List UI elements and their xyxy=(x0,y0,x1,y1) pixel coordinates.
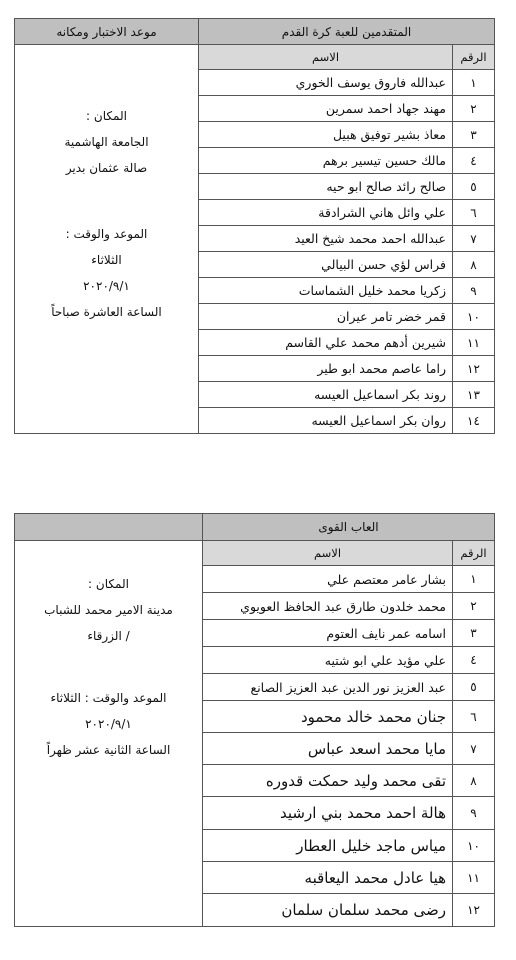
row-number: ٧ xyxy=(453,226,495,252)
applicant-name: اسامه عمر نايف العتوم xyxy=(203,620,453,647)
place-line-1: الجامعة الهاشمية xyxy=(64,135,149,149)
place-label: المكان : xyxy=(88,577,129,591)
row-number: ٥ xyxy=(453,174,495,200)
row-number: ١١ xyxy=(453,330,495,356)
row-number: ٨ xyxy=(453,252,495,278)
applicant-name: مايا محمد اسعد عباس xyxy=(203,733,453,765)
applicant-name: فراس لؤي حسن البيالي xyxy=(199,252,453,278)
schedule-header: موعد الاختبار ومكانه xyxy=(15,19,199,45)
row-number: ٤ xyxy=(453,647,495,674)
applicant-name: معاذ بشير توفيق هبيل xyxy=(199,122,453,148)
row-number: ١٤ xyxy=(453,408,495,434)
applicant-name: جنان محمد خالد محمود xyxy=(203,701,453,733)
applicant-name: تقى محمد وليد حمكت قدوره xyxy=(203,765,453,797)
row-number: ١٠ xyxy=(453,830,495,862)
number-column-header: الرقم xyxy=(453,45,495,70)
applicant-name: صالح رائد صالح ابو حيه xyxy=(199,174,453,200)
applicant-name: قمر خضر تامر عيران xyxy=(199,304,453,330)
row-number: ٧ xyxy=(453,733,495,765)
row-number: ٦ xyxy=(453,701,495,733)
row-number: ١ xyxy=(453,566,495,593)
row-number: ١١ xyxy=(453,862,495,894)
schedule-info xyxy=(15,45,199,434)
test-date: ٢٠٢٠/٩/١ xyxy=(83,279,130,293)
schedule-header xyxy=(15,514,203,541)
test-hour: الساعة الثانية عشر ظهراً xyxy=(46,743,171,757)
football-applicants-table xyxy=(14,18,495,434)
time-label: الموعد والوقت : xyxy=(65,227,148,241)
applicant-name: عبدالله احمد محمد شيخ العيد xyxy=(199,226,453,252)
applicant-name: عبد العزيز نور الدين عبد العزيز الصانع xyxy=(203,674,453,701)
table-title: المتقدمين للعبة كرة القدم xyxy=(199,19,495,45)
applicant-name: مياس ماجد خليل العطار xyxy=(203,830,453,862)
row-number: ١٢ xyxy=(453,894,495,927)
name-column-header: الاسم xyxy=(199,45,453,70)
applicant-name: شيرين أدهم محمد علي القاسم xyxy=(199,330,453,356)
applicant-name: بشار عامر معتصم علي xyxy=(203,566,453,593)
row-number: ٨ xyxy=(453,765,495,797)
place-line-1: مدينة الامير محمد للشباب xyxy=(44,603,173,617)
applicant-name: علي وائل هاني الشرادقة xyxy=(199,200,453,226)
row-number: ٤ xyxy=(453,148,495,174)
row-number: ٣ xyxy=(453,620,495,647)
row-number: ٣ xyxy=(453,122,495,148)
applicant-name: راما عاصم محمد ابو طير xyxy=(199,356,453,382)
place-label: المكان : xyxy=(86,109,127,123)
test-date: ٢٠٢٠/٩/١ xyxy=(85,717,132,731)
applicant-name: مالك حسين تيسير برهم xyxy=(199,148,453,174)
place-line-2: / الزرقاء xyxy=(87,629,130,643)
applicant-name: هالة احمد محمد بني ارشيد xyxy=(203,797,453,830)
place-line-2: صالة عثمان بدير xyxy=(65,161,148,175)
row-number: ٩ xyxy=(453,278,495,304)
applicant-name: علي مؤيد علي ابو شتيه xyxy=(203,647,453,674)
row-number: ٦ xyxy=(453,200,495,226)
row-number: ١٠ xyxy=(453,304,495,330)
applicant-name: زكريا محمد خليل الشماسات xyxy=(199,278,453,304)
number-column-header: الرقم xyxy=(453,541,495,566)
applicant-name: هيا عادل محمد اليعاقبه xyxy=(203,862,453,894)
athletics-table xyxy=(14,513,495,927)
row-number: ١٣ xyxy=(453,382,495,408)
applicant-name: روند بكر اسماعيل العيسه xyxy=(199,382,453,408)
test-hour: الساعة العاشرة صباحاً xyxy=(51,305,162,319)
applicant-name: رضى محمد سلمان سلمان xyxy=(203,894,453,927)
row-number: ١ xyxy=(453,70,495,96)
applicant-name: عبدالله فاروق يوسف الخوري xyxy=(199,70,453,96)
row-number: ١٢ xyxy=(453,356,495,382)
applicant-name: روان بكر اسماعيل العيسه xyxy=(199,408,453,434)
table-title: العاب القوى xyxy=(203,514,495,541)
row-number: ٩ xyxy=(453,797,495,830)
name-column-header: الاسم xyxy=(203,541,453,566)
row-number: ٢ xyxy=(453,593,495,620)
schedule-info xyxy=(15,541,203,927)
applicant-name: مهند جهاد احمد سمرين xyxy=(199,96,453,122)
time-label: الموعد والوقت : الثلاثاء xyxy=(50,691,167,705)
applicant-name: محمد خلدون طارق عبد الحافظ العويوي xyxy=(203,593,453,620)
row-number: ٢ xyxy=(453,96,495,122)
row-number: ٥ xyxy=(453,674,495,701)
test-day: الثلاثاء xyxy=(91,253,122,267)
